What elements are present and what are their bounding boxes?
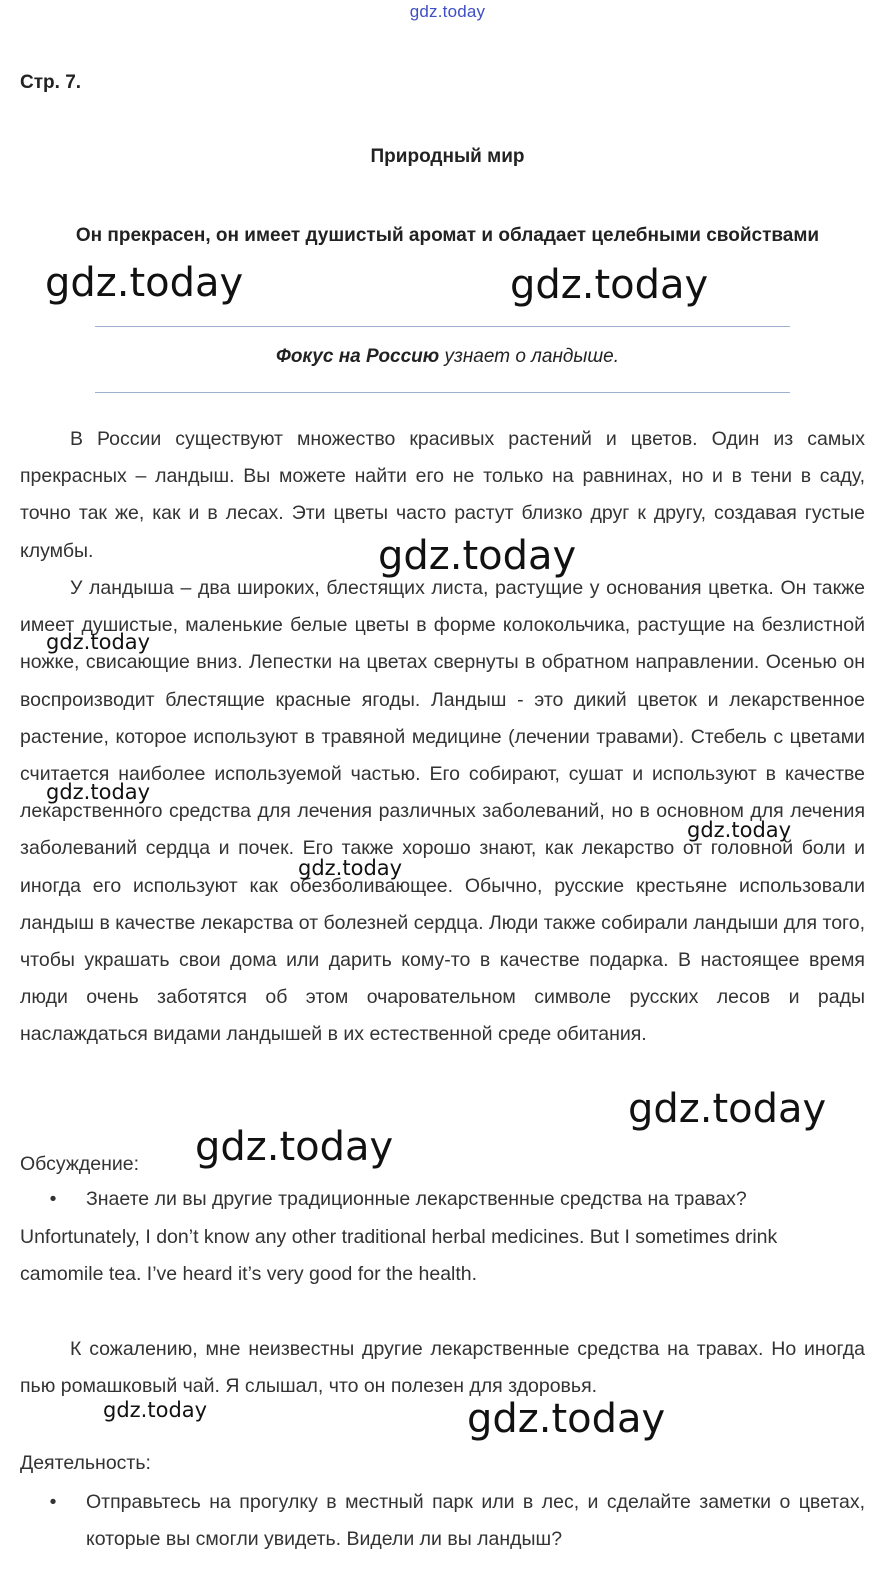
discussion-label: Обсуждение: <box>20 1153 140 1175</box>
watermark: gdz.today <box>195 1124 394 1170</box>
activity-label: Деятельность: <box>20 1452 151 1474</box>
activity-task <box>20 1484 865 1558</box>
discussion-answer-russian <box>20 1331 865 1405</box>
paragraph-description-text: У ландыша – два широких, блестящих листа, растущие у основания цветка. Он также имеет душистые, маленькие белые цветы в форме колокольчика, растущие на безлистной ножке, свисающие вниз. Лепестки на цветах свернуты в обратном направлении. Осенью он воспроизводит блестящие красные ягоды. Ландыш - это дикий цветок и лекарственное растение, которое используют в травяной медицине (лечении травами). Стебель с цветами считается наиболее используемой частью. Его собирают, сушат и используют в качестве лекарственного средства для лечения различных заболеваний, но в основном для лечения заболеваний сердца и почек. Его также хорошо знают, как лекарство от головной боли и иногда его используют как обезболивающее. Обычно, русские крестьяне использовали ландыш в качестве лекарства от болезней сердца. Люди также собирали ландыши для того, чтобы украшать свои дома или дарить кому-то в качестве подарка. В настоящее время люди очень заботятся об этом очаровательном символе русских лесов и рады наслаждаться видами ландышей в их естественной среде обитания. <box>20 577 865 1046</box>
bullet-icon: • <box>49 1188 57 1210</box>
watermark: gdz.today <box>378 533 577 579</box>
watermark: gdz.today <box>298 856 403 880</box>
watermark: gdz.today <box>687 818 792 842</box>
watermark: gdz.today <box>46 780 151 804</box>
focus-heading <box>0 346 895 368</box>
bullet-icon: • <box>49 1491 57 1513</box>
bottom-divider <box>95 392 790 393</box>
top-divider <box>95 326 790 327</box>
paragraph-intro-text: В России существуют множество красивых растений и цветов. Один из самых прекрасных – ландыш. Вы можете найти его не только на равнинах, но и в тени в саду, точно так же, как и в лесах. Эти цветы часто растут близко друг к другу, создавая густые клумбы. <box>20 428 865 562</box>
discussion-question <box>20 1181 865 1218</box>
focus-heading-rest: узнает о ландыше. <box>439 346 620 367</box>
activity-task-text: Отправьтесь на прогулку в местный парк или в лес, и сделайте заметки о цветах, которые вы смогли увидеть. Видели ли вы ландыш? <box>86 1491 865 1551</box>
discussion-answer-english: Unfortunately, I don’t know any other traditional herbal medicines. But I sometimes drink camomile tea. I’ve heard it’s very good for the health. <box>20 1226 778 1286</box>
site-header-logo[interactable]: gdz.today <box>409 2 486 21</box>
watermark: gdz.today <box>628 1086 827 1132</box>
watermark: gdz.today <box>46 630 151 654</box>
section-title: Природный мир <box>370 146 525 167</box>
watermark: gdz.today <box>467 1396 666 1442</box>
discussion-answer-russian-text: К сожалению, мне неизвестны другие лекарственные средства на травах. Но иногда пью ромашковый чай. Я слышал, что он полезен для здоровья. <box>20 1338 865 1398</box>
subtitle: Он прекрасен, он имеет душистый аромат и обладает целебными свойствами <box>75 225 820 246</box>
watermark: gdz.today <box>510 262 709 308</box>
watermark: gdz.today <box>103 1398 208 1422</box>
page-number: Стр. 7. <box>20 72 82 93</box>
discussion-question-text: Знаете ли вы другие традиционные лекарственные средства на травах? <box>86 1188 747 1210</box>
watermark: gdz.today <box>45 260 244 306</box>
focus-heading-bold: Фокус на Россию <box>275 346 440 367</box>
